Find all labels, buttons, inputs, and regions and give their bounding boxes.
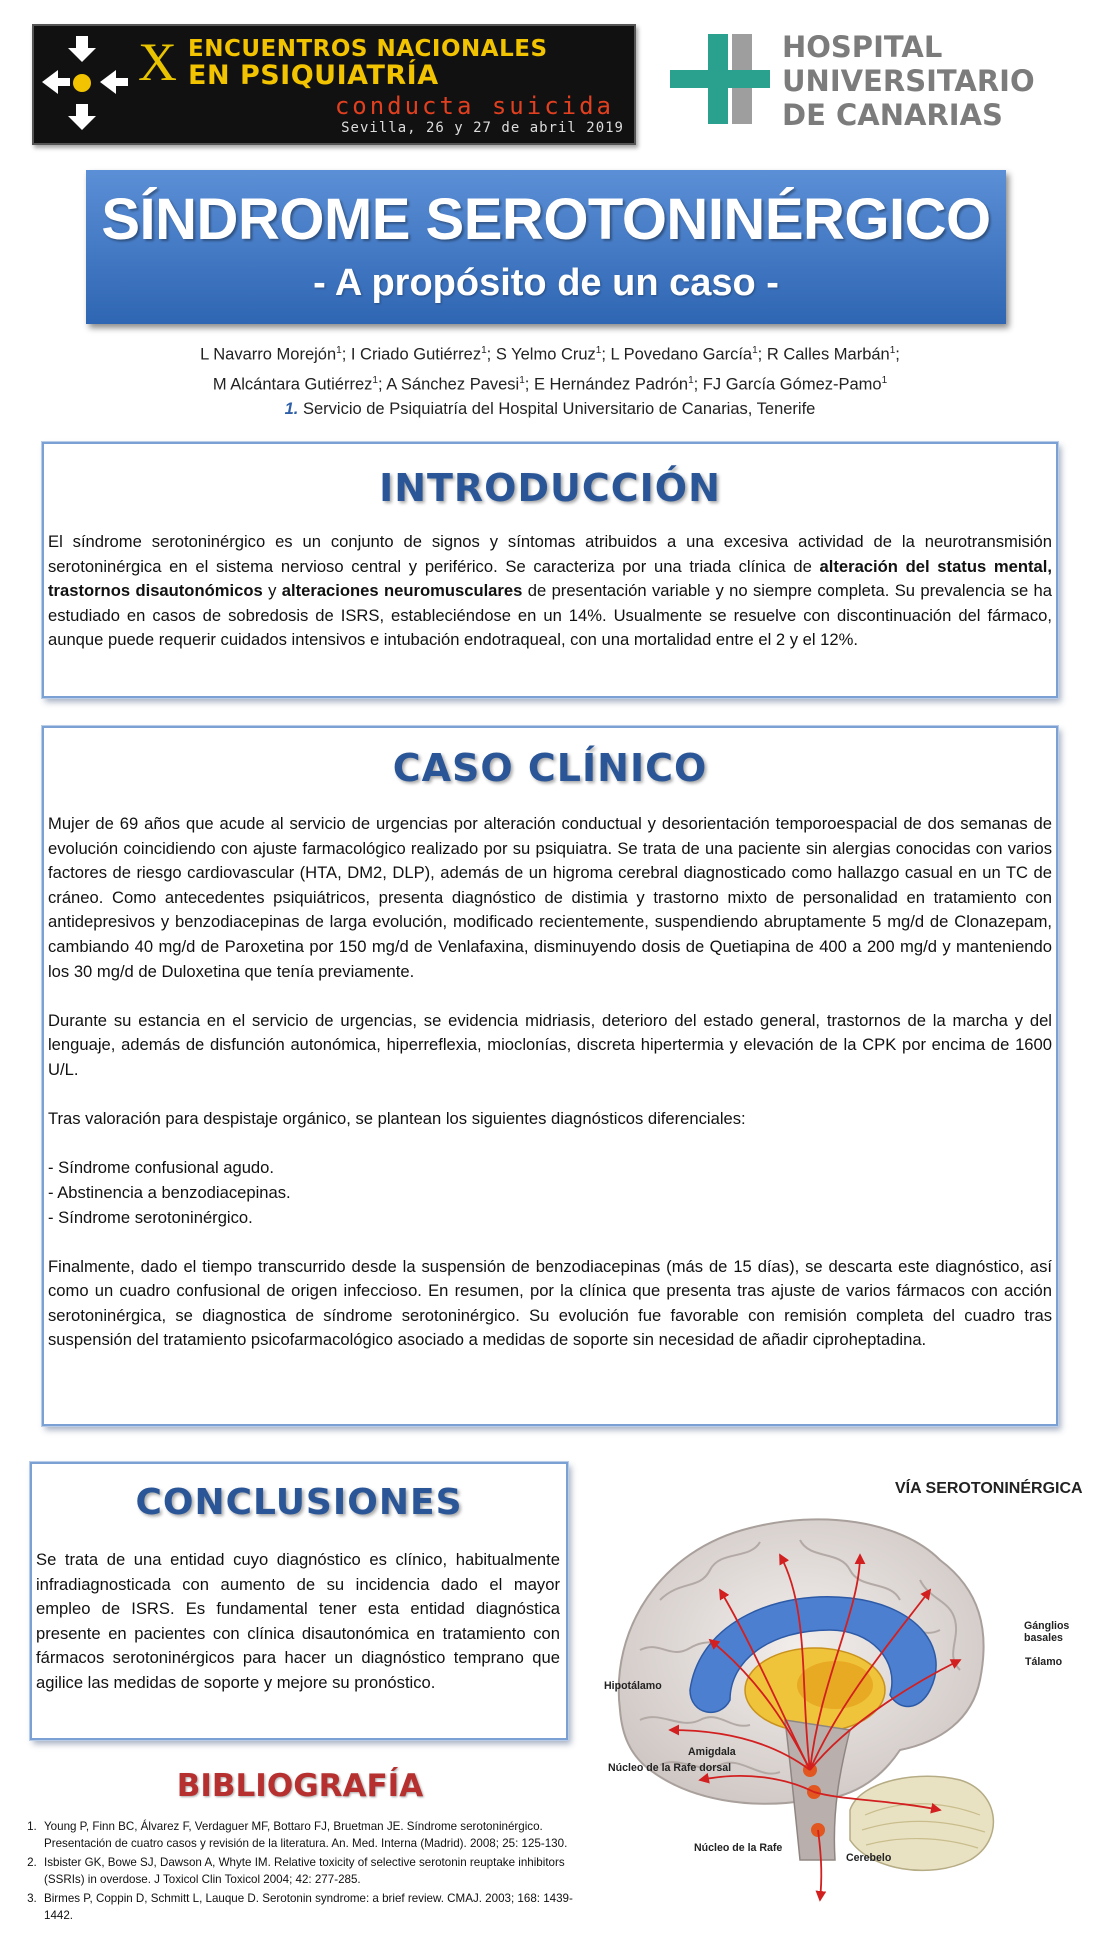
author-affiliation-sup: 1 xyxy=(889,345,896,356)
arrows-icon xyxy=(38,32,134,136)
authors-block xyxy=(40,338,1060,422)
author-affiliation-sup: 1 xyxy=(881,374,888,386)
page-subtitle: - A propósito de un caso - xyxy=(313,262,779,304)
label-cerebelo: Cerebelo xyxy=(846,1852,892,1864)
author-name: R Calles Marbán xyxy=(766,345,890,364)
author-name: M Alcántara Gutiérrez xyxy=(212,375,373,393)
label-amigdala: Amigdala xyxy=(688,1746,736,1758)
page-title: SÍNDROME SEROTONINÉRGICO xyxy=(101,187,991,252)
introduccion-text-2: y xyxy=(262,581,282,601)
affiliation-text: Servicio de Psiquiatría del Hospital Universitario de Canarias, Tenerife xyxy=(302,400,816,418)
caso-clinico-text xyxy=(48,812,1052,1353)
label-rafe-dorsal: Núcleo de la Rafe dorsal xyxy=(608,1762,732,1774)
introduccion-text xyxy=(48,530,1052,653)
conclusiones-text: Se trata de una entidad cuyo diagnóstico es clínico, habitualmente infradiagnosticada con aumento de su incidencia dado el mayor empleo de ISRS. Es fundamental tener esta entidad diagnóstica presente en pacientes con clínica disautonómica en tratamiento con fármacos serotoninérgicos para hacer un diagnóstico temprano que agilice las medidas de soporte y mejore su pronóstico. xyxy=(36,1550,560,1692)
label-talamo: Tálamo xyxy=(1025,1656,1063,1668)
title-banner xyxy=(86,170,1006,324)
author-name: FJ García Gómez-Pamo xyxy=(702,375,882,393)
reference-item: 3. Birmes P, Coppin D, Schmitt L, Lauque D. Serotonin syndrome: a brief review. CMAJ. 2003; 168: 1439-1442. xyxy=(40,1890,600,1924)
event-date: Sevilla, 26 y 27 de abril 2019 xyxy=(341,120,624,136)
author-affiliation-sup: 1 xyxy=(372,374,378,386)
introduccion-bold-2: alteraciones neuromusculares xyxy=(281,581,523,601)
author-affiliation-sup: 1 xyxy=(595,345,602,356)
author-affiliation-sup: 1 xyxy=(752,345,758,356)
affiliation xyxy=(40,397,1060,422)
author-affiliation-sup: 1 xyxy=(688,374,694,386)
bibliografia-list xyxy=(0,1818,600,1926)
caso-paragraph-3: Tras valoración para despistaje orgánico, se plantean los siguientes diagnósticos diferenciales: xyxy=(48,1109,746,1129)
serotonergic-pathway-figure xyxy=(600,1480,1100,1920)
reference-item: 1. Young P, Finn BC, Álvarez F, Verdaguer MF, Bottaro FJ, Bruetman JE. Síndrome serotoninérgico. Presentación de cuatro casos y revisión de la literatura. An. Med. Interna (Madrid). 2008; 25: 125-130. xyxy=(40,1818,600,1852)
conclusiones-section xyxy=(30,1462,568,1740)
caso-clinico-title: CASO CLÍNICO xyxy=(392,746,708,790)
conclusiones-title: CONCLUSIONES xyxy=(135,1482,463,1523)
diagnosis-item: - Síndrome confusional agudo. xyxy=(48,1158,275,1178)
event-line2: EN PSIQUIATRÍA xyxy=(188,60,439,91)
diagnosis-item: - Síndrome serotoninérgico. xyxy=(48,1207,253,1227)
author-name: L Navarro Morejón xyxy=(200,345,337,364)
caso-clinico-section xyxy=(42,726,1058,1426)
label-ganglios-basales: Gánglios basales xyxy=(1024,1620,1070,1644)
author-name: L Povedano García xyxy=(610,345,753,364)
introduccion-section xyxy=(42,442,1058,698)
affiliation-number: 1. xyxy=(284,400,299,418)
caso-paragraph-2: Durante su estancia en el servicio de urgencias, se evidencia midriasis, deterioro del estado general, trastornos de la marcha y del lenguaje, además de disfunción autonómica, hiperreflexia, mioclonías, discreta hipertermia y elevación de la CPK por encima de 1600 U/L. xyxy=(48,1010,1052,1079)
diagnosis-item: - Abstinencia a benzodiacepinas. xyxy=(48,1182,291,1202)
hospital-cross-icon xyxy=(670,34,770,124)
event-numeral: X xyxy=(138,32,177,92)
hospital-logo xyxy=(670,28,1035,138)
author-affiliation-sup: 1 xyxy=(481,345,487,356)
hospital-line2: UNIVERSITARIO xyxy=(782,64,1035,98)
introduccion-text-3: de presentación variable y no siempre completa. Su prevalencia se ha estudiado en casos de sobredosis de ISRS, estableciéndose en un 14%. Usualmente se resuelve con discontinuación del fármaco, aunque puede requerir cuidados intensivos e intubación endotraqueal, con una mortalidad entre el 2 y el 12%. xyxy=(48,581,1053,650)
label-hipotalamo: Hipotálamo xyxy=(604,1680,662,1692)
author-name: E Hernández Padrón xyxy=(533,375,689,393)
label-rafe: Núcleo de la Rafe xyxy=(694,1842,783,1854)
introduccion-text-1: El síndrome serotoninérgico es un conjunto de signos y síntomas atribuidos a una excesiva actividad de la neurotransmisión serotoninérgica en el sistema nervioso central y periférico. Se caracteriza por una triada clínica de xyxy=(48,532,1052,576)
hospital-line1: HOSPITAL xyxy=(782,30,943,64)
reference-item: 2. Isbister GK, Bowe SJ, Dawson A, Whyte IM. Relative toxicity of selective serotonin reuptake inhibitors (SSRIs) in overdose. J Toxicol Clin Toxicol 2004; 42: 277-285. xyxy=(40,1854,600,1888)
introduccion-title: INTRODUCCIÓN xyxy=(379,466,721,510)
event-line1: ENCUENTROS NACIONALES xyxy=(188,36,548,62)
author-name: S Yelmo Cruz xyxy=(495,345,596,364)
author-affiliation-sup: 1 xyxy=(519,374,525,386)
author-name: A Sánchez Pavesi xyxy=(386,375,520,393)
event-subtitle: conducta suicida xyxy=(334,92,614,120)
event-logo xyxy=(32,24,636,145)
hospital-line3: DE CANARIAS xyxy=(782,98,1003,132)
author-name: I Criado Gutiérrez xyxy=(350,345,482,364)
authors-line-2: M Alcántara Gutiérrez$^1$; A Sánchez Pavesi$^1$; E Hernández Padrón$^1$; FJ García Gómez-Pamo$^1$ xyxy=(212,374,888,393)
figure-title: VÍA SEROTONINÉRGICA xyxy=(895,1480,1083,1497)
author-affiliation-sup: 1 xyxy=(336,345,342,356)
introduccion-bold-1: alteración del status mental, trastornos disautonómicos xyxy=(48,556,1052,601)
caso-paragraph-4: Finalmente, dado el tiempo transcurrido desde la suspensión de benzodiacepinas (más de 15 días), se descarta este diagnóstico, así como un cuadro confusional de origen infeccioso. En resumen, por la clínica que presenta tras ajuste de varios fármacos con acción serotoninérgica, se diagnostica de síndrome serotoninérgico. Su evolución fue favorable con remisión completa del cuadro tras suspensión del tratamiento psicofarmacológico asociado a medidas de soporte sin necesidad de añadir ciproheptadina. xyxy=(48,1256,1052,1350)
bibliografia-title: BIBLIOGRAFÍA xyxy=(176,1768,424,1804)
authors-line-1: L Navarro Morejón$^1$; I Criado Gutiérrez$^1$; S Yelmo Cruz$^1$; L Povedano García$^1$; R Calles Marbán$^1$; xyxy=(200,345,900,364)
caso-paragraph-1: Mujer de 69 años que acude al servicio de urgencias por alteración conductual y desorientación temporoespacial de dos semanas de evolución coincidiendo con ajuste farmacológico realizado por su psiquiatra. Se trata de una paciente sin alergias conocidas con varios factores de riesgo cardiovascular (HTA, DM2, DLP), además de un higroma cerebral diagnosticado como hallazgo casual en un TC de cráneo. Como antecedentes psiquiátricos, presenta diagnóstico de distimia y trastorno mixto de personalidad en tratamiento con antidepresivos y benzodiacepinas de larga evolución, modificado recientemente, suspendiendo abruptamente 5 mg/d de Clonazepam, cambiando 40 mg/d de Paroxetina por 150 mg/d de Venlafaxina, disminuyendo dosis de Quetiapina de 400 a 200 mg/d y manteniendo los 30 mg/d de Duloxetina que tenía previamente. xyxy=(48,814,1052,981)
